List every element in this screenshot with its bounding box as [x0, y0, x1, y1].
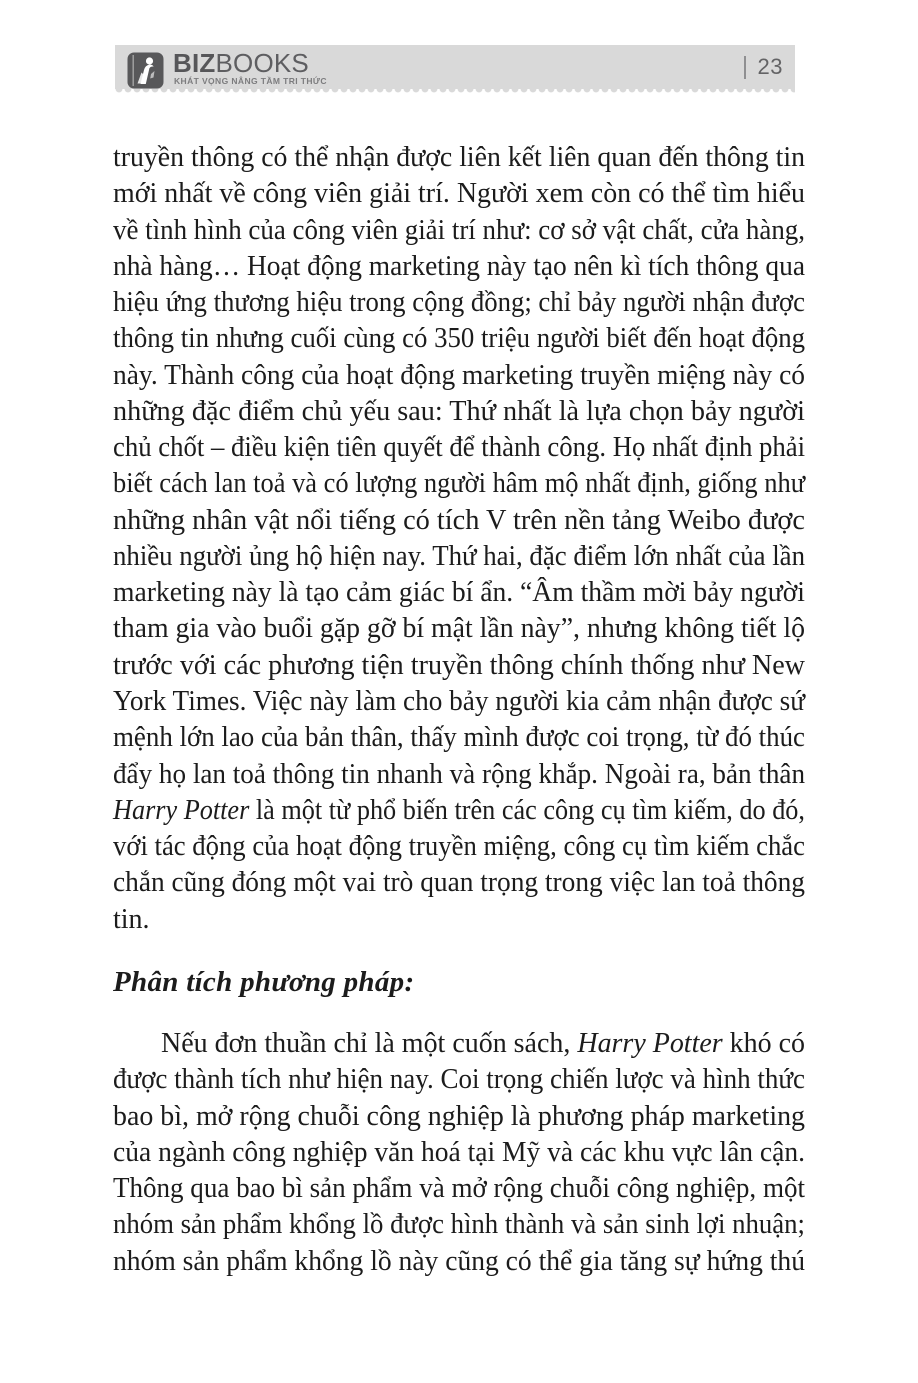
- text-line-content: [113, 865, 805, 901]
- text-line: [113, 1062, 805, 1098]
- text-line: [113, 1135, 805, 1171]
- book-title-italic: Harry Potter: [577, 1028, 723, 1059]
- text-line-content: [113, 249, 805, 285]
- text-line-content: [113, 176, 805, 212]
- text-line: [113, 648, 805, 684]
- text-line-content: [113, 321, 805, 357]
- text-segment: truyền thông có thể nhận được liên kết liên quan đến thông tin: [113, 142, 805, 173]
- text-segment: York Times. Việc này làm cho bảy người kia cảm nhận được sứ: [113, 685, 805, 717]
- text-line-content: [113, 466, 805, 502]
- text-segment: được thành tích như hiện nay. Coi trọng chiến lược và hình thức: [113, 1064, 806, 1096]
- text-line-content: [113, 503, 805, 539]
- text-segment: chủ chốt – điều kiện tiên quyết để thành công. Họ nhất định phải: [113, 432, 806, 464]
- text-line: [113, 249, 805, 285]
- text-line: [113, 757, 805, 793]
- text-segment: bao bì, mở rộng chuỗi công nghiệp là phương pháp marketing: [113, 1100, 806, 1132]
- text-line-content: [113, 611, 805, 647]
- text-line-content: [113, 394, 805, 430]
- book-title-italic: Harry Potter: [113, 794, 250, 826]
- text-segment: với tác động của hoạt động truyền miệng, công cụ tìm kiếm chắc: [113, 831, 805, 863]
- text-line-content: [113, 213, 805, 249]
- text-line: [113, 1244, 805, 1280]
- text-line-content: [113, 720, 805, 756]
- bizbooks-logo-icon: [127, 52, 164, 89]
- text-segment: Nếu đơn thuần chỉ là một cuốn sách,: [161, 1028, 578, 1059]
- text-line: [113, 285, 805, 321]
- text-segment: đẩy họ lan toả thông tin nhanh và rộng khắp. Ngoài ra, bản thân: [113, 758, 806, 790]
- text-line: [113, 1207, 805, 1243]
- text-line-content: [113, 1062, 805, 1098]
- text-segment: của ngành công nghiệp văn hoá tại Mỹ và các khu vực lân cận.: [113, 1136, 806, 1168]
- page-number: 23: [757, 54, 783, 79]
- text-line-content: [113, 140, 805, 176]
- text-line-content: [113, 648, 805, 684]
- text-line: [113, 1171, 805, 1207]
- text-line: [113, 1026, 805, 1062]
- brand-wordmark: [173, 50, 309, 76]
- text-line-content: [161, 1026, 805, 1062]
- text-segment: nhiều người ủng hộ hiện nay. Thứ hai, đặc điểm lớn nhất của lần: [113, 540, 805, 572]
- text-line: [113, 213, 805, 249]
- brand-light: BOOKS: [215, 48, 309, 78]
- text-line-content: [113, 1099, 805, 1135]
- text-line: [113, 611, 805, 647]
- text-segment: nhóm sản phẩm khổng lồ này cũng có thể gia tăng sự hứng thú: [113, 1245, 805, 1277]
- text-line: [113, 902, 805, 938]
- text-segment: Thông qua bao bì sản phẩm và mở rộng chuỗi công nghiệp, một: [113, 1173, 805, 1205]
- text-segment: nhóm sản phẩm khổng lồ được hình thành và sản sinh lợi nhuận;: [113, 1209, 805, 1241]
- text-line: [113, 539, 805, 575]
- text-line: [113, 1099, 805, 1135]
- text-line-content: [113, 793, 805, 829]
- text-line: [113, 575, 805, 611]
- text-segment: tham gia vào buổi gặp gỡ bí mật lần này”, nhưng không tiết lộ: [113, 613, 806, 645]
- text-line-content: [113, 358, 805, 394]
- text-line-content: [113, 1171, 805, 1207]
- text-line-content: [113, 902, 150, 938]
- text-line-content: [113, 575, 805, 611]
- text-line-content: [113, 1135, 805, 1171]
- text-segment: tin.: [113, 903, 150, 935]
- text-line: [113, 430, 805, 466]
- brand-bold: BIZ: [173, 48, 216, 78]
- text-segment: biết cách lan toả và có lượng người hâm mộ nhất định, giống như: [113, 468, 806, 500]
- text-line: [113, 176, 805, 212]
- text-segment: thông tin nhưng cuối cùng có 350 triệu người biết đến hoạt động: [113, 323, 806, 355]
- text-line-content: [113, 684, 805, 720]
- page-number-divider: [744, 56, 746, 79]
- text-line-content: [113, 539, 805, 575]
- text-line-content: [113, 1207, 805, 1243]
- section-heading: Phân tích phương pháp:: [113, 966, 415, 998]
- text-line-content: [113, 1244, 805, 1280]
- paragraph-2: [113, 1026, 805, 1280]
- text-segment: hiệu ứng thương hiệu trong cộng đồng; chỉ bảy người nhận được: [113, 287, 805, 319]
- text-segment: những đặc điểm chủ yếu sau: Thứ nhất là lựa chọn bảy người: [113, 395, 806, 427]
- text-segment: chắn cũng đóng một vai trò quan trọng trong việc lan toả thông: [113, 867, 805, 899]
- text-segment: nhà hàng… Hoạt động marketing này tạo nên kì tích thông qua: [113, 250, 805, 282]
- text-line: [113, 793, 805, 829]
- text-segment: mệnh lớn lao của bản thân, thấy mình được coi trọng, từ đó thúc: [113, 722, 805, 754]
- brand-tagline: KHÁT VỌNG NÂNG TẦM TRI THỨC: [174, 76, 327, 86]
- text-line: [113, 140, 805, 176]
- text-segment: trước với các phương tiện truyền thông chính thống như New: [113, 649, 806, 681]
- text-line: [113, 394, 805, 430]
- text-line-content: [113, 757, 805, 793]
- text-line-content: [113, 829, 805, 865]
- text-segment: này. Thành công của hoạt động marketing truyền miệng này có: [113, 359, 805, 391]
- page-number-group: [744, 54, 783, 80]
- text-line-content: [113, 430, 805, 466]
- text-line: [113, 865, 805, 901]
- text-segment: marketing này là tạo cảm giác bí ẩn. “Âm thầm mời bảy người: [113, 577, 805, 609]
- text-line-content: [113, 285, 805, 321]
- text-line: [113, 503, 805, 539]
- text-segment: là một từ phổ biến trên các công cụ tìm kiếm, do đó,: [249, 794, 805, 826]
- text-line: [113, 466, 805, 502]
- text-line: [113, 358, 805, 394]
- text-line: [113, 684, 805, 720]
- header-band: [115, 45, 795, 89]
- text-line: [113, 321, 805, 357]
- text-segment: khó có: [722, 1028, 805, 1059]
- paragraph-1: [113, 140, 805, 938]
- text-segment: về tình hình của công viên giải trí như: cơ sở vật chất, cửa hàng,: [113, 214, 805, 246]
- text-segment: mới nhất về công viên giải trí. Người xem còn có thể tìm hiểu: [113, 178, 805, 210]
- text-line: [113, 829, 805, 865]
- text-line: [113, 720, 805, 756]
- text-segment: những nhân vật nổi tiếng có tích V trên nền tảng Weibo được: [113, 504, 806, 536]
